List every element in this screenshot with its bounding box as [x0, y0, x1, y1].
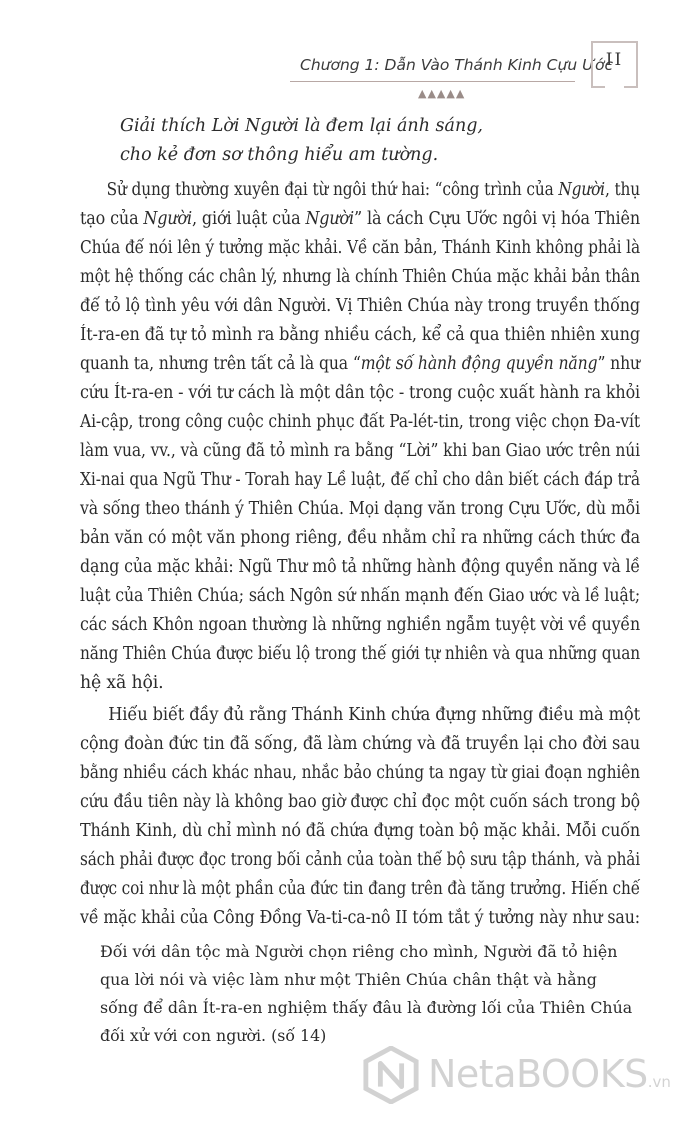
block-quote: [100, 938, 645, 1050]
watermark: [362, 1042, 692, 1112]
ornament-triangles: ▲▲▲▲▲: [418, 87, 466, 100]
text-line: làm vua, vv., và cũng đã tỏ mình ra bằng “Lời” khi ban Giao ước trên núi: [80, 441, 640, 461]
header-rule: [290, 81, 575, 82]
text-line: được coi như là một phần của đức tin đang trên đà tăng trưởng. Hiến chế: [80, 879, 640, 899]
text-line: quanh ta, nhưng trên tất cả là qua “một số hành động quyền năng” như: [80, 354, 640, 374]
text-line: Đối với dân tộc mà Người chọn riêng cho mình, Người đã tỏ hiện: [100, 942, 618, 961]
epigraph: [120, 112, 620, 170]
text-line: qua lời nói và việc làm như một Thiên Chúa chân thật và hằng: [100, 970, 597, 989]
text-line: về mặc khải của Công Đồng Va-ti-ca-nô II tóm tắt ý tưởng này như sau:: [80, 908, 640, 928]
chapter-title: Chương 1: Dẫn Vào Thánh Kinh Cựu Ước: [300, 56, 614, 74]
text-line: các sách Khôn ngoan thường là những nghiền ngẫm tuyệt vời về quyền: [80, 615, 640, 635]
page-number: II: [605, 50, 624, 70]
text-line: đối xử với con người. (số 14): [100, 1026, 327, 1045]
text-line: cứu đầu tiên này là không bao giờ được chỉ đọc một cuốn sách trong bộ: [80, 792, 640, 812]
text-line: Chúa để nói lên ý tưởng mặc khải. Về căn bản, Thánh Kinh không phải là: [80, 238, 640, 258]
epigraph-line: cho kẻ đơn sơ thông hiểu am tường.: [120, 145, 439, 165]
text-line: để tỏ lộ tình yêu với dân Người. Vị Thiên Chúa này trong truyền thống: [80, 296, 640, 316]
text-line: dạng của mặc khải: Ngũ Thư mô tả những hành động quyền năng và lề: [80, 557, 640, 577]
text-line: hệ xã hội.: [80, 673, 164, 693]
text-line: một hệ thống các chân lý, nhưng là chính Thiên Chúa mặc khải bản thân: [80, 267, 640, 287]
neta-logo-icon: [362, 1046, 420, 1104]
text-line: Xi-nai qua Ngũ Thư - Torah hay Lề luật, để chỉ cho dân biết cách đáp trả: [80, 470, 640, 490]
text-line: cộng đoàn đức tin đã sống, đã làm chứng và đã truyền lại cho đời sau: [80, 734, 640, 754]
epigraph-line: Giải thích Lời Người là đem lại ánh sáng,: [120, 116, 483, 136]
page-number-frame-foot: [591, 86, 638, 98]
text-line: Ít-ra-en đã tự tỏ mình ra bằng nhiều cách, kể cả qua thiên nhiên xung: [80, 325, 640, 345]
text-line: Sử dụng thường xuyên đại từ ngôi thứ hai: “công trình của Người, thụ: [106, 180, 640, 200]
text-line: bằng nhiều cách khác nhau, nhắc bảo chúng ta ngay từ giai đoạn nghiên: [80, 763, 640, 783]
text-line: sách phải được đọc trong bối cảnh của toàn thể bộ sưu tập thánh, và phải: [80, 850, 640, 870]
watermark-brand: NetaBOOKS.vn: [428, 1052, 671, 1096]
text-line: năng Thiên Chúa được biểu lộ trong thế giới tự nhiên và qua những quan: [80, 644, 640, 664]
body-paragraph-1: [80, 176, 640, 698]
text-line: luật của Thiên Chúa; sách Ngôn sứ nhấn mạnh đến Giao ước và lề luật;: [80, 586, 640, 606]
text-line: và sống theo thánh ý Thiên Chúa. Mọi dạng văn trong Cựu Ước, dù mỗi: [80, 499, 640, 519]
text-line: Thánh Kinh, dù chỉ mình nó đã chứa đựng toàn bộ mặc khải. Mỗi cuốn: [80, 821, 640, 841]
text-line: sống để dân Ít-ra-en nghiệm thấy đâu là đường lối của Thiên Chúa: [100, 998, 633, 1017]
body-paragraph-2: [80, 701, 640, 933]
text-line: bản văn có một văn phong riêng, đều nhằm chỉ ra những cách thức đa: [80, 528, 640, 548]
text-line: Ai-cập, trong công cuộc chinh phục đất Pa-lét-tin, trong việc chọn Đa-vít: [80, 412, 640, 432]
text-line: cứu Ít-ra-en - với tư cách là một dân tộc - trong cuộc xuất hành ra khỏi: [80, 383, 640, 403]
text-line: Hiểu biết đầy đủ rằng Thánh Kinh chứa đựng những điều mà một: [108, 705, 640, 725]
text-line: tạo của Người, giới luật của Người” là cách Cựu Ước ngôi vị hóa Thiên: [80, 209, 640, 229]
